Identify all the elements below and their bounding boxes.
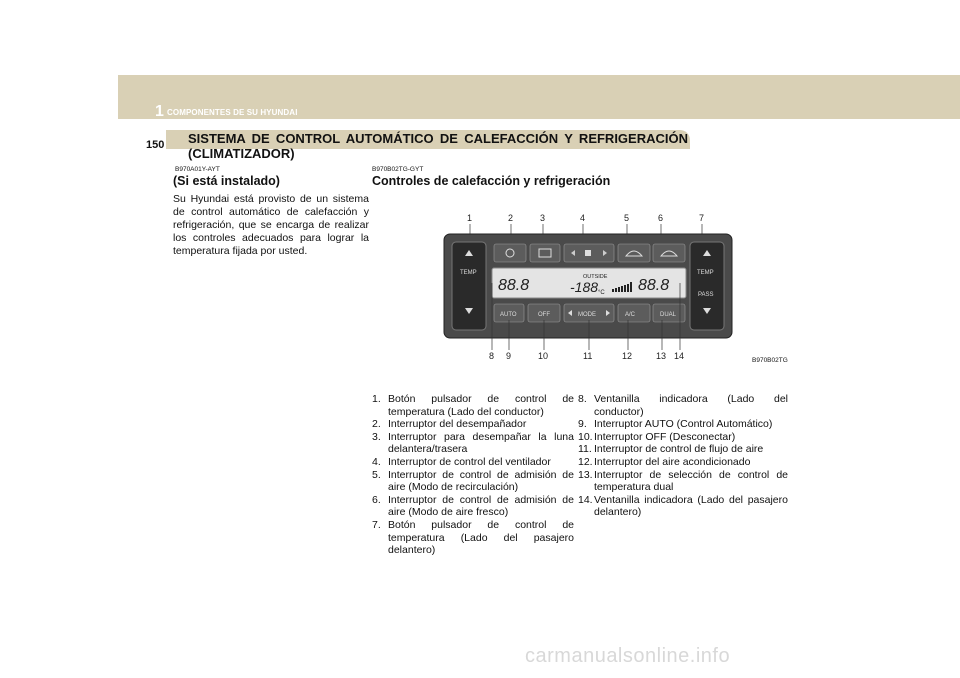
callout-11: 11	[583, 351, 593, 361]
callout-9: 9	[506, 351, 512, 361]
callout-12: 12	[622, 351, 633, 361]
callout-6: 6	[658, 213, 664, 223]
right-heading: Controles de calefacción y refrigeración	[372, 174, 611, 188]
pass-label: PASS	[698, 292, 714, 298]
left-paragraph: Su Hyundai está provisto de un sistema de control automático de calefacción y refrigeración, que se encarga de realizar los controles adecuados para lograr la temperatura fijada por usted.	[173, 193, 369, 257]
dual-label: DUAL	[660, 312, 677, 318]
list-item: 8. Ventanilla indicadora (Lado del conductor)	[578, 393, 788, 418]
list-item: 11. Interruptor de control de flujo de aire	[578, 443, 764, 456]
callout-2: 2	[508, 213, 514, 223]
callout-1: 1	[467, 213, 473, 223]
callout-14: 14	[674, 351, 685, 361]
list-item: 9. Interruptor AUTO (Control Automático)	[578, 418, 773, 431]
right-section-code: B970B02TG-GYT	[372, 166, 424, 173]
display-unit: °C	[598, 290, 605, 296]
chapter-title: COMPONENTES DE SU HYUNDAI	[167, 108, 298, 117]
list-item: 4. Interruptor de control del ventilador	[372, 455, 551, 468]
temp-left-label: TEMP	[460, 270, 477, 276]
callout-3: 3	[540, 213, 546, 223]
section-title: SISTEMA DE CONTROL AUTOMÁTICO DE CALEFACCIÓN Y REFRIGERACIÓN (CLIMATIZADOR)	[188, 131, 688, 161]
callout-8: 8	[489, 351, 495, 361]
outside-label: OUTSIDE	[583, 274, 608, 280]
callout-10: 10	[538, 351, 549, 361]
callout-7: 7	[699, 213, 705, 223]
components-list-right	[578, 393, 788, 519]
list-item: 12. Interruptor del aire acondicionado	[578, 455, 751, 468]
callout-13: 13	[656, 351, 667, 361]
callout-5: 5	[624, 213, 630, 223]
left-section-code: B970A01Y-AYT	[175, 166, 220, 173]
list-item: 14. Ventanilla indicadora (Lado del pasajero delantero)	[578, 493, 788, 519]
ac-label: A/C	[625, 312, 636, 318]
list-item: 5. Interruptor de control de admisión de aire (Modo de recirculación)	[372, 468, 574, 494]
display-outside-temp: -188	[570, 279, 599, 295]
left-heading: (Si está instalado)	[173, 174, 280, 188]
display-right-temp: 88.8	[638, 277, 670, 294]
chapter-number: 1	[155, 103, 164, 120]
list-item: 7. Botón pulsador de control de temperatura (Lado del pasajero delantero)	[372, 518, 574, 557]
temp-right-label: TEMP	[697, 270, 714, 276]
components-list-left	[372, 393, 574, 557]
display-left-temp: 88.8	[498, 277, 530, 294]
mode-label: MODE	[578, 312, 596, 318]
list-item: 1. Botón pulsador de control de temperatura (Lado del conductor)	[372, 393, 574, 418]
auto-label: AUTO	[500, 312, 517, 318]
page-number: 150	[146, 139, 165, 151]
list-item: 13. Interruptor de selección de control de temperatura dual	[578, 468, 788, 494]
callout-4: 4	[580, 213, 586, 223]
climate-panel-illustration	[440, 210, 790, 370]
list-item: 2. Interruptor del desempañador	[372, 418, 527, 431]
watermark: carmanualsonline.info	[525, 645, 731, 667]
off-label: OFF	[538, 312, 550, 318]
figure-code: B970B02TG	[752, 357, 788, 364]
list-item: 10. Interruptor OFF (Desconectar)	[578, 430, 736, 443]
list-item: 3. Interruptor para desempañar la luna delantera/trasera	[372, 430, 574, 456]
climate-panel-figure	[440, 210, 790, 370]
list-item: 6. Interruptor de control de admisión de aire (Modo de aire fresco)	[372, 493, 574, 519]
